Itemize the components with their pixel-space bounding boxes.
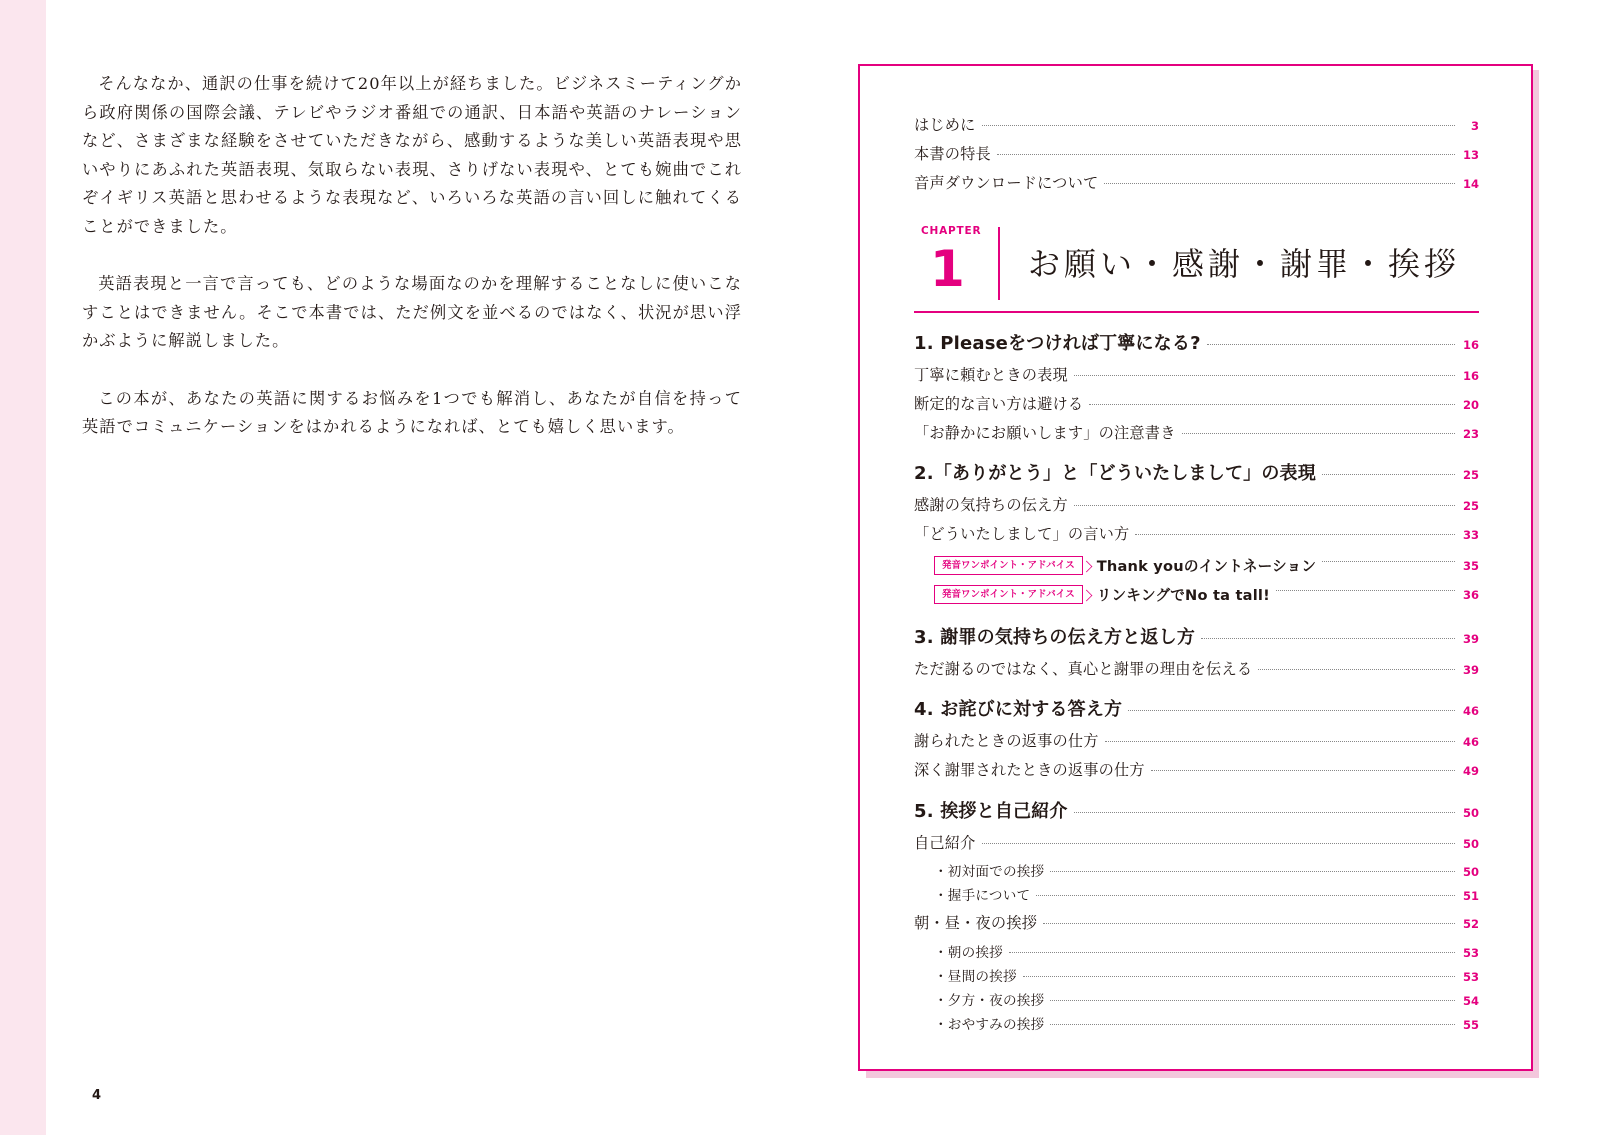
toc-page-number: 46 — [1462, 735, 1479, 749]
toc-entry[interactable] — [914, 658, 1479, 679]
toc-page-number: 23 — [1462, 427, 1479, 441]
toc-page-number: 35 — [1462, 558, 1479, 573]
toc-entry[interactable] — [914, 422, 1479, 443]
body-paragraph: そんななか、通訳の仕事を続けて20年以上が経ちました。ビジネスミーティングから政府関係の国際会議、テレビやラジオ番組での通訳、日本語や英語のナレーションなど、さまざまな経験をさせていただきながら、感動するような美しい英語表現や思いやりにあふれた英語表現、気取らない表現、さりげない表現や、とても婉曲でこれぞイギリス英語と思わせるような表現など、いろいろな英語の言い回しに触れてくることができました。 — [82, 74, 742, 236]
toc-section-title: 5. 挨拶と自己紹介 — [914, 801, 1068, 822]
toc-entry-title: ・おやすみの挨拶 — [934, 1017, 1045, 1033]
leader-dots — [1009, 952, 1455, 953]
toc-entry[interactable] — [914, 832, 1479, 853]
toc-entry[interactable] — [914, 494, 1479, 515]
leader-dots — [1105, 741, 1455, 742]
toc-entry-title: 自己紹介 — [914, 834, 976, 852]
toc-subentry[interactable] — [934, 989, 1479, 1009]
toc-page-number: 55 — [1462, 1018, 1479, 1032]
toc-entry-title: ・初対面での挨拶 — [934, 864, 1045, 880]
toc-subentry[interactable] — [934, 965, 1479, 985]
toc-page-number: 50 — [1462, 837, 1479, 851]
leader-dots — [997, 154, 1455, 155]
toc-page-number: 39 — [1462, 632, 1479, 646]
leader-dots — [1201, 638, 1455, 639]
leader-dots — [1050, 871, 1455, 872]
toc-entry-title: 断定的な言い方は避ける — [914, 395, 1084, 413]
toc-section-title: 1. Pleaseをつければ丁寧になる? — [914, 333, 1201, 354]
toc-subentry[interactable] — [934, 860, 1479, 880]
leader-dots — [1074, 812, 1455, 813]
body-paragraph: 英語表現と一言で言っても、どのような場面なのかを理解することなしに使いこなすことはできません。そこで本書では、ただ例文を並べるのではなく、状況が思い浮かぶように解説しました。 — [82, 274, 742, 351]
leader-dots — [1043, 923, 1455, 924]
chapter-title: お願い・感謝・謝罪・挨拶 — [1028, 245, 1461, 283]
left-page-body — [82, 70, 742, 470]
leader-dots — [1276, 590, 1455, 591]
toc-entry-title: 謝られたときの返事の仕方 — [914, 732, 1099, 750]
toc-page-number: 16 — [1462, 338, 1479, 352]
leader-dots — [1258, 669, 1455, 670]
toc-section-4[interactable] — [914, 695, 1479, 721]
toc-entry[interactable] — [914, 759, 1479, 780]
leader-dots — [1089, 404, 1455, 405]
toc-entry-title: 朝・昼・夜の挨拶 — [914, 914, 1038, 932]
toc-page-number: 14 — [1462, 177, 1479, 191]
advice-tag: 発音ワンポイント・アドバイス — [934, 585, 1083, 604]
page-number: 4 — [92, 1088, 102, 1103]
toc-entry[interactable] — [914, 393, 1479, 414]
leader-dots — [1322, 474, 1455, 475]
chapter-rule — [914, 311, 1479, 313]
toc-section-1[interactable] — [914, 329, 1479, 355]
toc-section-title: 3. 謝罪の気持ちの伝え方と返し方 — [914, 627, 1196, 648]
leader-dots — [1050, 1000, 1455, 1001]
toc-entry-title: ただ謝るのではなく、真心と謝罪の理由を伝える — [914, 660, 1253, 678]
toc-entry[interactable] — [914, 143, 1479, 164]
leader-dots — [1074, 505, 1455, 506]
toc-entry-title: 「どういたしまして」の言い方 — [914, 525, 1130, 543]
leader-dots — [982, 125, 1455, 126]
leader-dots — [1050, 1024, 1455, 1025]
toc-subentry[interactable] — [934, 884, 1479, 904]
page-edge — [0, 0, 46, 1135]
toc-entry[interactable] — [914, 114, 1479, 135]
toc-page-number: 52 — [1462, 917, 1479, 931]
toc-entry[interactable] — [914, 912, 1479, 933]
leader-dots — [982, 843, 1455, 844]
toc-entry-title: ・朝の挨拶 — [934, 945, 1003, 961]
toc-page-number: 33 — [1462, 528, 1479, 542]
toc-page-number: 3 — [1470, 119, 1479, 133]
toc-entry-title: ・握手について — [934, 888, 1031, 904]
toc-entry-title: 深く謝罪されたときの返事の仕方 — [914, 761, 1145, 779]
toc-page-number: 25 — [1462, 468, 1479, 482]
leader-dots — [1135, 534, 1455, 535]
toc-section-5[interactable] — [914, 797, 1479, 823]
toc-entry-title: 本書の特長 — [914, 145, 991, 163]
toc-page-number: 49 — [1462, 764, 1479, 778]
leader-dots — [1074, 375, 1455, 376]
leader-dots — [1036, 895, 1455, 896]
leader-dots — [1322, 561, 1455, 562]
leader-dots — [1182, 433, 1455, 434]
toc-section-title: 4. お詫びに対する答え方 — [914, 699, 1123, 720]
body-paragraph: この本が、あなたの英語に関するお悩みを1つでも解消し、あなたが自信を持って英語でコミュニケーションをはかれるようになれば、とても嬉しく思います。 — [82, 388, 742, 437]
toc-page-number: 25 — [1462, 499, 1479, 513]
toc-entry[interactable] — [914, 172, 1479, 193]
chapter-divider — [998, 227, 1000, 300]
toc-advice-entry[interactable] — [934, 584, 1479, 605]
toc-entry-title: リンキングでNo ta tall! — [1096, 587, 1270, 604]
toc-page-number: 46 — [1462, 704, 1479, 718]
toc-entry-title: 丁寧に頼むときの表現 — [914, 366, 1068, 384]
toc-subentry[interactable] — [934, 1013, 1479, 1033]
toc-entry-title: Thank youのイントネーション — [1096, 558, 1317, 575]
toc-page-number: 36 — [1462, 587, 1479, 602]
chapter-number: 1 — [930, 240, 965, 298]
toc-entry[interactable] — [914, 730, 1479, 751]
toc-subentry[interactable] — [934, 941, 1479, 961]
chapter-label: CHAPTER — [921, 225, 982, 237]
toc-section-title: 2.「ありがとう」と「どういたしまして」の表現 — [914, 463, 1316, 484]
toc-entry-title: 感謝の気持ちの伝え方 — [914, 496, 1068, 514]
toc-entry-title: 「お静かにお願いします」の注意書き — [914, 424, 1176, 442]
leader-dots — [1104, 183, 1455, 184]
toc-entry[interactable] — [914, 523, 1479, 544]
toc-entry-title: はじめに — [914, 116, 976, 134]
toc-entry[interactable] — [914, 364, 1479, 385]
toc-page-number: 16 — [1462, 369, 1479, 383]
toc-section-3[interactable] — [914, 623, 1479, 649]
leader-dots — [1128, 710, 1455, 711]
toc-page-number: 53 — [1462, 970, 1479, 984]
leader-dots — [1151, 770, 1455, 771]
toc-page-number: 50 — [1462, 865, 1479, 879]
toc-page-number: 54 — [1462, 994, 1479, 1008]
toc-entry-title: 音声ダウンロードについて — [914, 174, 1099, 192]
toc-section-2[interactable] — [914, 459, 1479, 485]
toc-entry-title: ・昼間の挨拶 — [934, 969, 1017, 985]
leader-dots — [1207, 344, 1455, 345]
toc-page-number: 51 — [1462, 889, 1479, 903]
toc-page-number: 39 — [1462, 663, 1479, 677]
advice-tag: 発音ワンポイント・アドバイス — [934, 556, 1083, 575]
toc-page-number: 20 — [1462, 398, 1479, 412]
toc-entry-title: ・夕方・夜の挨拶 — [934, 993, 1045, 1009]
toc-page-number: 53 — [1462, 946, 1479, 960]
toc-advice-entry[interactable] — [934, 555, 1479, 576]
toc-page-number: 50 — [1462, 806, 1479, 820]
toc-page-number: 13 — [1462, 148, 1479, 162]
leader-dots — [1023, 976, 1455, 977]
